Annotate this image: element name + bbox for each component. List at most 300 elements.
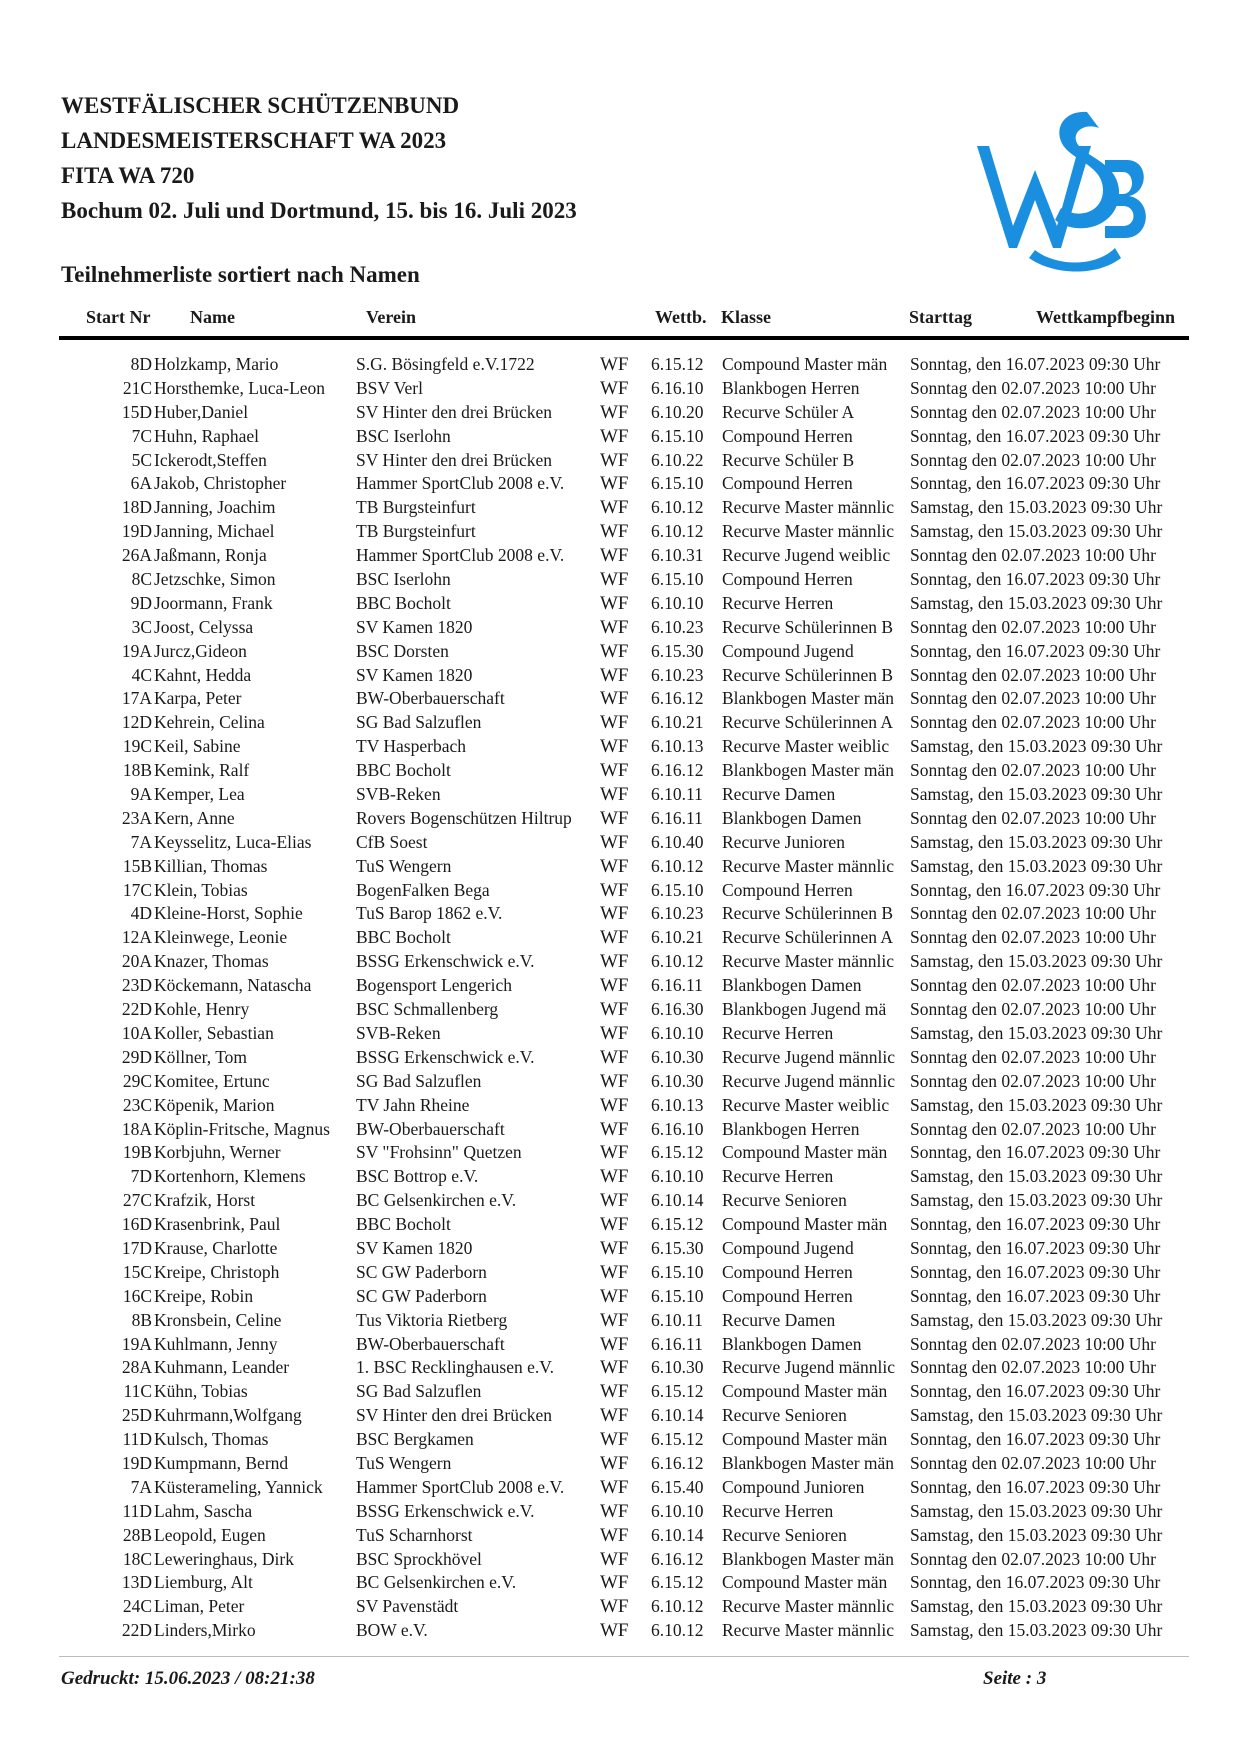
participant-name: Kleinwege, Leonie [154, 927, 288, 948]
print-timestamp: Gedruckt: 15.06.2023 / 08:21:38 [61, 1668, 315, 1689]
club-name: Tus Viktoria Rietberg [356, 1309, 508, 1330]
club-name: BBC Bocholt [356, 760, 451, 781]
competition-code: 6.15.12 [651, 1381, 704, 1402]
class-name: Compound Master män [722, 1381, 888, 1402]
start-day: Samstag, den 15.03.2023 09:30 Uhr [910, 1309, 1163, 1330]
class-name: Blankbogen Herren [722, 1118, 860, 1139]
col-start-nr: Start Nr [86, 307, 151, 327]
wsb-logo-icon [975, 108, 1150, 273]
class-name: Recurve Schülerinnen B [722, 664, 894, 685]
club-name: TuS Wengern [356, 855, 452, 876]
competition-code: 6.10.14 [651, 1524, 704, 1545]
region-code: WF [600, 688, 629, 710]
region-code: WF [600, 1166, 629, 1188]
table-row [0, 735, 1240, 759]
start-nr: 3C [131, 616, 152, 637]
competition-code: 6.10.20 [651, 401, 704, 422]
class-name: Compound Jugend [722, 640, 854, 661]
table-row [0, 1619, 1240, 1643]
club-name: SG Bad Salzuflen [356, 1070, 482, 1091]
start-day: Sonntag, den 16.07.2023 09:30 Uhr [910, 425, 1161, 446]
start-day: Samstag, den 15.03.2023 09:30 Uhr [910, 592, 1163, 613]
table-row [0, 1524, 1240, 1548]
start-day: Samstag, den 15.03.2023 09:30 Uhr [910, 1596, 1163, 1617]
club-name: BW-Oberbauerschaft [356, 688, 505, 709]
participant-name: Jurcz,Gideon [154, 640, 247, 661]
table-row [0, 1070, 1240, 1094]
table-row [0, 759, 1240, 783]
table-row [0, 926, 1240, 950]
club-name: TuS Barop 1862 e.V. [356, 903, 503, 924]
competition-code: 6.16.11 [651, 975, 703, 996]
participant-name: Huber,Daniel [154, 401, 249, 422]
class-name: Recurve Master weiblic [722, 736, 890, 757]
championship-title: LANDESMEISTERSCHAFT WA 2023 [61, 128, 447, 153]
start-day: Sonntag den 02.07.2023 10:00 Uhr [910, 975, 1156, 996]
class-name: Blankbogen Master män [722, 688, 895, 709]
participant-name: Kronsbein, Celine [154, 1309, 282, 1330]
start-day: Sonntag, den 16.07.2023 09:30 Uhr [910, 1429, 1161, 1450]
club-name: SG Bad Salzuflen [356, 1381, 482, 1402]
club-name: BSSG Erkenschwick e.V. [356, 951, 535, 972]
start-nr: 17A [121, 688, 152, 709]
participant-table [0, 353, 1240, 1643]
start-nr: 15B [122, 855, 152, 876]
round-title: FITA WA 720 [61, 163, 195, 188]
start-day: Sonntag, den 16.07.2023 09:30 Uhr [910, 354, 1161, 374]
start-nr: 22D [121, 999, 152, 1020]
competition-code: 6.16.10 [651, 377, 704, 398]
start-day: Sonntag den 02.07.2023 10:00 Uhr [910, 1548, 1156, 1569]
start-nr: 23C [122, 1094, 152, 1115]
region-code: WF [600, 545, 629, 567]
club-name: SG Bad Salzuflen [356, 712, 482, 733]
start-day: Sonntag den 02.07.2023 10:00 Uhr [910, 712, 1156, 733]
start-nr: 7D [130, 1166, 152, 1187]
region-code: WF [600, 1548, 629, 1570]
competition-code: 6.15.12 [651, 1214, 704, 1235]
start-day: Sonntag, den 16.07.2023 09:30 Uhr [910, 1214, 1161, 1235]
table-row [0, 472, 1240, 496]
club-name: BW-Oberbauerschaft [356, 1333, 505, 1354]
participant-name: Kühn, Tobias [154, 1381, 248, 1402]
region-code: WF [600, 1429, 629, 1451]
participant-name: Liemburg, Alt [154, 1572, 253, 1593]
start-nr: 27C [122, 1190, 152, 1211]
region-code: WF [600, 1237, 629, 1259]
start-day: Sonntag, den 16.07.2023 09:30 Uhr [910, 640, 1161, 661]
table-row [0, 1141, 1240, 1165]
region-code: WF [600, 569, 629, 591]
start-day: Samstag, den 15.03.2023 09:30 Uhr [910, 1094, 1163, 1115]
region-code: WF [600, 377, 629, 399]
start-day: Sonntag den 02.07.2023 10:00 Uhr [910, 903, 1156, 924]
participant-name: Keil, Sabine [154, 736, 241, 757]
club-name: SV Pavenstädt [356, 1596, 459, 1617]
table-row [0, 807, 1240, 831]
start-nr: 23A [121, 807, 152, 828]
document-header [61, 88, 577, 228]
participant-name: Kehrein, Celina [154, 712, 265, 733]
club-name: TV Jahn Rheine [356, 1094, 470, 1115]
club-name: Rovers Bogenschützen Hiltrup [356, 807, 572, 828]
competition-code: 6.15.12 [651, 1572, 704, 1593]
region-code: WF [600, 1405, 629, 1427]
region-code: WF [600, 521, 629, 543]
competition-code: 6.15.10 [651, 1261, 704, 1282]
start-day: Sonntag den 02.07.2023 10:00 Uhr [910, 664, 1156, 685]
competition-code: 6.15.12 [651, 1429, 704, 1450]
start-day: Sonntag den 02.07.2023 10:00 Uhr [910, 1357, 1156, 1378]
club-name: BSC Sprockhövel [356, 1548, 482, 1569]
region-code: WF [600, 760, 629, 782]
start-day: Sonntag den 02.07.2023 10:00 Uhr [910, 616, 1156, 637]
competition-code: 6.16.10 [651, 1118, 704, 1139]
participant-name: Jetzschke, Simon [154, 569, 276, 590]
class-name: Blankbogen Damen [722, 1333, 862, 1354]
table-row [0, 1571, 1240, 1595]
start-nr: 22D [121, 1620, 152, 1641]
table-row [0, 1548, 1240, 1572]
footer-divider [59, 1656, 1189, 1657]
region-code: WF [600, 855, 629, 877]
region-code: WF [600, 1596, 629, 1618]
competition-code: 6.10.10 [651, 1500, 704, 1521]
club-name: BBC Bocholt [356, 1214, 451, 1235]
club-name: BC Gelsenkirchen e.V. [356, 1572, 517, 1593]
start-day: Samstag, den 15.03.2023 09:30 Uhr [910, 1190, 1163, 1211]
class-name: Blankbogen Master män [722, 1548, 895, 1569]
region-code: WF [600, 664, 629, 686]
region-code: WF [600, 473, 629, 495]
region-code: WF [600, 640, 629, 662]
table-row [0, 1189, 1240, 1213]
region-code: WF [600, 784, 629, 806]
start-day: Samstag, den 15.03.2023 09:30 Uhr [910, 736, 1163, 757]
club-name: 1. BSC Recklinghausen e.V. [356, 1357, 555, 1378]
club-name: BSC Schmallenberg [356, 999, 499, 1020]
competition-code: 6.16.11 [651, 1333, 703, 1354]
start-nr: 18D [121, 497, 152, 518]
table-row [0, 592, 1240, 616]
region-code: WF [600, 1333, 629, 1355]
class-name: Recurve Master männlic [722, 951, 895, 972]
start-day: Sonntag, den 16.07.2023 09:30 Uhr [910, 1572, 1161, 1593]
start-day: Sonntag den 02.07.2023 10:00 Uhr [910, 1046, 1156, 1067]
start-day: Sonntag den 02.07.2023 10:00 Uhr [910, 377, 1156, 398]
class-name: Recurve Schülerinnen B [722, 903, 894, 924]
competition-code: 6.10.23 [651, 664, 704, 685]
table-row [0, 1333, 1240, 1357]
participant-name: Liman, Peter [154, 1596, 245, 1617]
region-code: WF [600, 1214, 629, 1236]
participant-name: Huhn, Raphael [154, 425, 259, 446]
start-day: Sonntag den 02.07.2023 10:00 Uhr [910, 1118, 1156, 1139]
club-name: SVB-Reken [356, 784, 441, 805]
competition-code: 6.15.30 [651, 640, 704, 661]
club-name: BOW e.V. [356, 1620, 428, 1641]
start-nr: 28A [121, 1357, 152, 1378]
class-name: Recurve Senioren [722, 1405, 847, 1426]
start-nr: 19B [122, 1142, 152, 1163]
participant-name: Janning, Michael [154, 521, 275, 542]
class-name: Compound Herren [722, 425, 853, 446]
start-day: Sonntag, den 16.07.2023 09:30 Uhr [910, 1261, 1161, 1282]
col-club: Verein [366, 307, 417, 327]
region-code: WF [600, 712, 629, 734]
class-name: Compound Herren [722, 473, 853, 494]
start-day: Samstag, den 15.03.2023 09:30 Uhr [910, 521, 1163, 542]
class-name: Recurve Master männlic [722, 1620, 895, 1641]
club-name: TuS Wengern [356, 1452, 452, 1473]
start-day: Sonntag den 02.07.2023 10:00 Uhr [910, 927, 1156, 948]
participant-name: Kern, Anne [154, 807, 235, 828]
col-starttag: Starttag [909, 307, 972, 327]
region-code: WF [600, 425, 629, 447]
venue-dates: Bochum 02. Juli und Dortmund, 15. bis 16. Juli 2023 [61, 198, 577, 223]
competition-code: 6.10.40 [651, 831, 704, 852]
club-name: SV Hinter den drei Brücken [356, 449, 553, 470]
club-name: SV Hinter den drei Brücken [356, 401, 553, 422]
table-row [0, 687, 1240, 711]
club-name: BSV Verl [356, 377, 423, 398]
start-nr: 8D [130, 354, 152, 374]
region-code: WF [600, 975, 629, 997]
class-name: Recurve Master männlic [722, 1596, 895, 1617]
class-name: Compound Master män [722, 1572, 888, 1593]
start-nr: 12D [121, 712, 152, 733]
class-name: Recurve Damen [722, 1309, 836, 1330]
region-code: WF [600, 1285, 629, 1307]
start-day: Sonntag den 02.07.2023 10:00 Uhr [910, 1452, 1156, 1473]
club-name: BSC Iserlohn [356, 425, 451, 446]
table-row [0, 1500, 1240, 1524]
start-day: Sonntag den 02.07.2023 10:00 Uhr [910, 545, 1156, 566]
table-header [0, 307, 1240, 331]
class-name: Recurve Damen [722, 784, 836, 805]
table-row [0, 783, 1240, 807]
region-code: WF [600, 401, 629, 423]
participant-name: Karpa, Peter [154, 688, 242, 709]
region-code: WF [600, 616, 629, 638]
region-code: WF [600, 903, 629, 925]
competition-code: 6.10.12 [651, 497, 704, 518]
start-day: Samstag, den 15.03.2023 09:30 Uhr [910, 831, 1163, 852]
participant-name: Köplin-Fritsche, Magnus [154, 1118, 330, 1139]
start-day: Samstag, den 15.03.2023 09:30 Uhr [910, 1500, 1163, 1521]
start-day: Samstag, den 15.03.2023 09:30 Uhr [910, 1620, 1163, 1641]
table-row [0, 1261, 1240, 1285]
table-row [0, 879, 1240, 903]
region-code: WF [600, 1357, 629, 1379]
start-nr: 21C [122, 377, 152, 398]
competition-code: 6.10.21 [651, 927, 704, 948]
participant-name: Korbjuhn, Werner [154, 1142, 281, 1163]
participant-name: Köllner, Tom [154, 1046, 248, 1067]
start-nr: 17C [122, 879, 152, 900]
region-code: WF [600, 1070, 629, 1092]
region-code: WF [600, 1022, 629, 1044]
start-day: Sonntag den 02.07.2023 10:00 Uhr [910, 1333, 1156, 1354]
participant-name: Kohle, Henry [154, 999, 250, 1020]
region-code: WF [600, 1118, 629, 1140]
club-name: Hammer SportClub 2008 e.V. [356, 473, 565, 494]
start-nr: 18C [122, 1548, 152, 1569]
club-name: TuS Scharnhorst [356, 1524, 473, 1545]
club-name: SV Kamen 1820 [356, 664, 473, 685]
competition-code: 6.10.30 [651, 1357, 704, 1378]
start-day: Sonntag den 02.07.2023 10:00 Uhr [910, 688, 1156, 709]
competition-code: 6.10.23 [651, 616, 704, 637]
club-name: SC GW Paderborn [356, 1285, 487, 1306]
club-name: SV Hinter den drei Brücken [356, 1405, 553, 1426]
club-name: BSC Bottrop e.V. [356, 1166, 479, 1187]
start-day: Sonntag, den 16.07.2023 09:30 Uhr [910, 1142, 1161, 1163]
competition-code: 6.16.11 [651, 807, 703, 828]
table-row [0, 544, 1240, 568]
competition-code: 6.16.30 [651, 999, 704, 1020]
club-name: S.G. Bösingfeld e.V.1722 [356, 354, 535, 374]
class-name: Recurve Master männlic [722, 855, 895, 876]
table-row [0, 1046, 1240, 1070]
start-nr: 11C [123, 1381, 152, 1402]
participant-name: Lahm, Sascha [154, 1500, 253, 1521]
club-name: BBC Bocholt [356, 927, 451, 948]
competition-code: 6.16.12 [651, 688, 704, 709]
competition-code: 6.15.12 [651, 354, 704, 374]
class-name: Blankbogen Master män [722, 1452, 895, 1473]
region-code: WF [600, 1620, 629, 1642]
federation-title: WESTFÄLISCHER SCHÜTZENBUND [61, 93, 460, 118]
club-name: BC Gelsenkirchen e.V. [356, 1190, 517, 1211]
participant-name: Küsterameling, Yannick [154, 1476, 323, 1497]
table-row [0, 1118, 1240, 1142]
club-name: SV Kamen 1820 [356, 1237, 473, 1258]
class-name: Compound Junioren [722, 1476, 865, 1497]
class-name: Compound Master män [722, 1214, 888, 1235]
club-name: BBC Bocholt [356, 592, 451, 613]
start-nr: 16D [121, 1214, 152, 1235]
class-name: Recurve Jugend männlic [722, 1357, 896, 1378]
start-day: Sonntag, den 16.07.2023 09:30 Uhr [910, 879, 1161, 900]
class-name: Blankbogen Damen [722, 807, 862, 828]
start-nr: 7C [131, 425, 152, 446]
class-name: Recurve Master männlic [722, 497, 895, 518]
start-nr: 29D [121, 1046, 152, 1067]
start-nr: 4D [130, 903, 152, 924]
class-name: Recurve Herren [722, 1500, 834, 1521]
region-code: WF [600, 1261, 629, 1283]
competition-code: 6.15.10 [651, 473, 704, 494]
participant-name: Janning, Joachim [154, 497, 276, 518]
class-name: Compound Jugend [722, 1237, 854, 1258]
class-name: Blankbogen Jugend mä [722, 999, 887, 1020]
start-nr: 25D [121, 1405, 152, 1426]
start-nr: 29C [122, 1070, 152, 1091]
start-day: Sonntag den 02.07.2023 10:00 Uhr [910, 401, 1156, 422]
club-name: BW-Oberbauerschaft [356, 1118, 505, 1139]
class-name: Compound Master män [722, 1429, 888, 1450]
table-row [0, 1285, 1240, 1309]
start-nr: 6A [130, 473, 152, 494]
table-row [0, 664, 1240, 688]
region-code: WF [600, 927, 629, 949]
competition-code: 6.10.10 [651, 1166, 704, 1187]
start-day: Samstag, den 15.03.2023 09:30 Uhr [910, 951, 1163, 972]
class-name: Blankbogen Damen [722, 975, 862, 996]
club-name: TB Burgsteinfurt [356, 497, 476, 518]
participant-name: Jakob, Christopher [154, 473, 287, 494]
region-code: WF [600, 831, 629, 853]
class-name: Recurve Schülerinnen A [722, 712, 894, 733]
participant-name: Kemink, Ralf [154, 760, 250, 781]
class-name: Recurve Herren [722, 1022, 834, 1043]
table-row [0, 855, 1240, 879]
table-row [0, 831, 1240, 855]
start-nr: 24C [122, 1596, 152, 1617]
start-nr: 10A [121, 1022, 152, 1043]
competition-code: 6.15.10 [651, 1285, 704, 1306]
start-day: Sonntag den 02.07.2023 10:00 Uhr [910, 807, 1156, 828]
competition-code: 6.10.22 [651, 449, 704, 470]
club-name: Bogensport Lengerich [356, 975, 512, 996]
competition-code: 6.10.10 [651, 1022, 704, 1043]
start-nr: 5C [131, 449, 152, 470]
list-subtitle: Teilnehmerliste sortiert nach Namen [61, 262, 420, 287]
table-row [0, 377, 1240, 401]
class-name: Compound Herren [722, 569, 853, 590]
club-name: CfB Soest [356, 831, 428, 852]
table-row [0, 711, 1240, 735]
start-day: Sonntag, den 16.07.2023 09:30 Uhr [910, 1476, 1161, 1497]
participant-name: Kuhmann, Leander [154, 1357, 290, 1378]
participant-name: Leweringhaus, Dirk [154, 1548, 294, 1569]
participant-name: Krasenbrink, Paul [154, 1214, 281, 1235]
participant-name: Köckemann, Natascha [154, 975, 312, 996]
club-name: BSC Bergkamen [356, 1429, 474, 1450]
start-day: Samstag, den 15.03.2023 09:30 Uhr [910, 1524, 1163, 1545]
region-code: WF [600, 807, 629, 829]
table-row [0, 950, 1240, 974]
competition-code: 6.10.12 [651, 1596, 704, 1617]
competition-code: 6.10.13 [651, 736, 704, 757]
start-nr: 20A [121, 951, 152, 972]
table-row [0, 1094, 1240, 1118]
class-name: Recurve Master männlic [722, 521, 895, 542]
club-name: BSC Iserlohn [356, 569, 451, 590]
competition-code: 6.10.14 [651, 1190, 704, 1211]
club-name: SC GW Paderborn [356, 1261, 487, 1282]
region-code: WF [600, 1500, 629, 1522]
start-day: Samstag, den 15.03.2023 09:30 Uhr [910, 1166, 1163, 1187]
start-nr: 18A [121, 1118, 152, 1139]
competition-code: 6.16.12 [651, 1452, 704, 1473]
table-row [0, 1452, 1240, 1476]
start-day: Sonntag, den 16.07.2023 09:30 Uhr [910, 1285, 1161, 1306]
participant-name: Komitee, Ertunc [154, 1070, 270, 1091]
table-row [0, 974, 1240, 998]
club-name: BSSG Erkenschwick e.V. [356, 1046, 535, 1067]
start-nr: 9D [130, 592, 152, 613]
club-name: Hammer SportClub 2008 e.V. [356, 545, 565, 566]
class-name: Blankbogen Herren [722, 377, 860, 398]
table-row [0, 998, 1240, 1022]
participant-name: Joormann, Frank [154, 592, 273, 613]
start-nr: 28B [122, 1524, 152, 1545]
start-day: Samstag, den 15.03.2023 09:30 Uhr [910, 497, 1163, 518]
region-code: WF [600, 1142, 629, 1164]
participant-name: Kortenhorn, Klemens [154, 1166, 306, 1187]
